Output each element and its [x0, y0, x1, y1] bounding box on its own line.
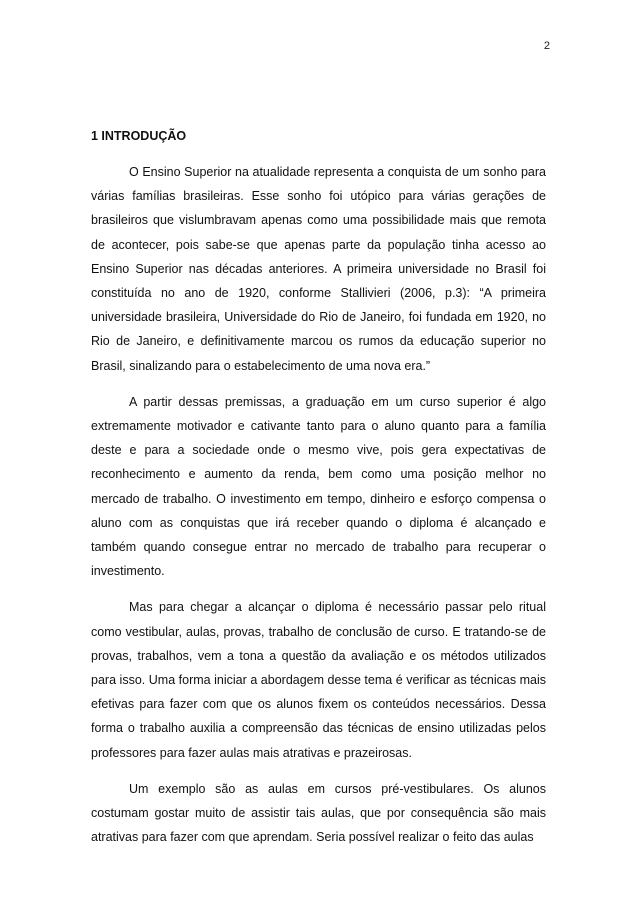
paragraph-1: O Ensino Superior na atualidade representa a conquista de um sonho para várias famílias brasileiras. Esse sonho foi utópico para várias gerações de brasileiros que vislumbravam apenas como uma possibilidade mais que remota de acontecer, pois sabe-se que apenas parte da população tinha acesso ao Ensino Superior nas décadas anteriores. A primeira universidade no Brasil foi constituída no ano de 1920, conforme Stallivieri (2006, p.3): “A primeira universidade brasileira, Universidade do Rio de Janeiro, foi fundada em 1920, no Rio de Janeiro, e definitivamente marcou os rumos da educação superior no Brasil, sinalizando para o estabelecimento de uma nova era.”: [91, 165, 546, 373]
paragraph-2: A partir dessas premissas, a graduação em um curso superior é algo extremamente motivador e cativante tanto para o aluno quanto para a família deste e para a sociedade onde o mesmo vive, pois gera expectativas de reconhecimento e aumento da renda, bem como uma posição melhor no mercado de trabalho. O investimento em tempo, dinheiro e esforço compensa o aluno com as conquistas que irá receber quando o diploma é alcançado e também quando consegue entrar no mercado de trabalho para recuperar o investimento.: [91, 394, 546, 579]
paragraph-3: Mas para chegar a alcançar o diploma é necessário passar pelo ritual como vestibular, aulas, provas, trabalho de conclusão de curso. E tratando-se de provas, trabalhos, vem a tona a questão da avaliação e os métodos utilizados para isso. Uma forma iniciar a abordagem desse tema é verificar as técnicas mais efetivas para fazer com que os alunos fixem os conteúdos necessários. Dessa forma o trabalho auxilia a compreensão das técnicas de ensino utilizadas pelos professores para fazer aulas mais atrativas e prazeirosas.: [91, 600, 546, 760]
section-heading: 1 INTRODUÇÃO: [91, 129, 187, 143]
paragraph-4: Um exemplo são as aulas em cursos pré-vestibulares. Os alunos costumam gostar muito de assistir tais aulas, que por consequência são mais atrativas para fazer com que aprendam. Seria possível realizar o feito das aulas: [91, 781, 546, 845]
page-content: [91, 122, 546, 861]
page-number: 2: [543, 40, 550, 52]
